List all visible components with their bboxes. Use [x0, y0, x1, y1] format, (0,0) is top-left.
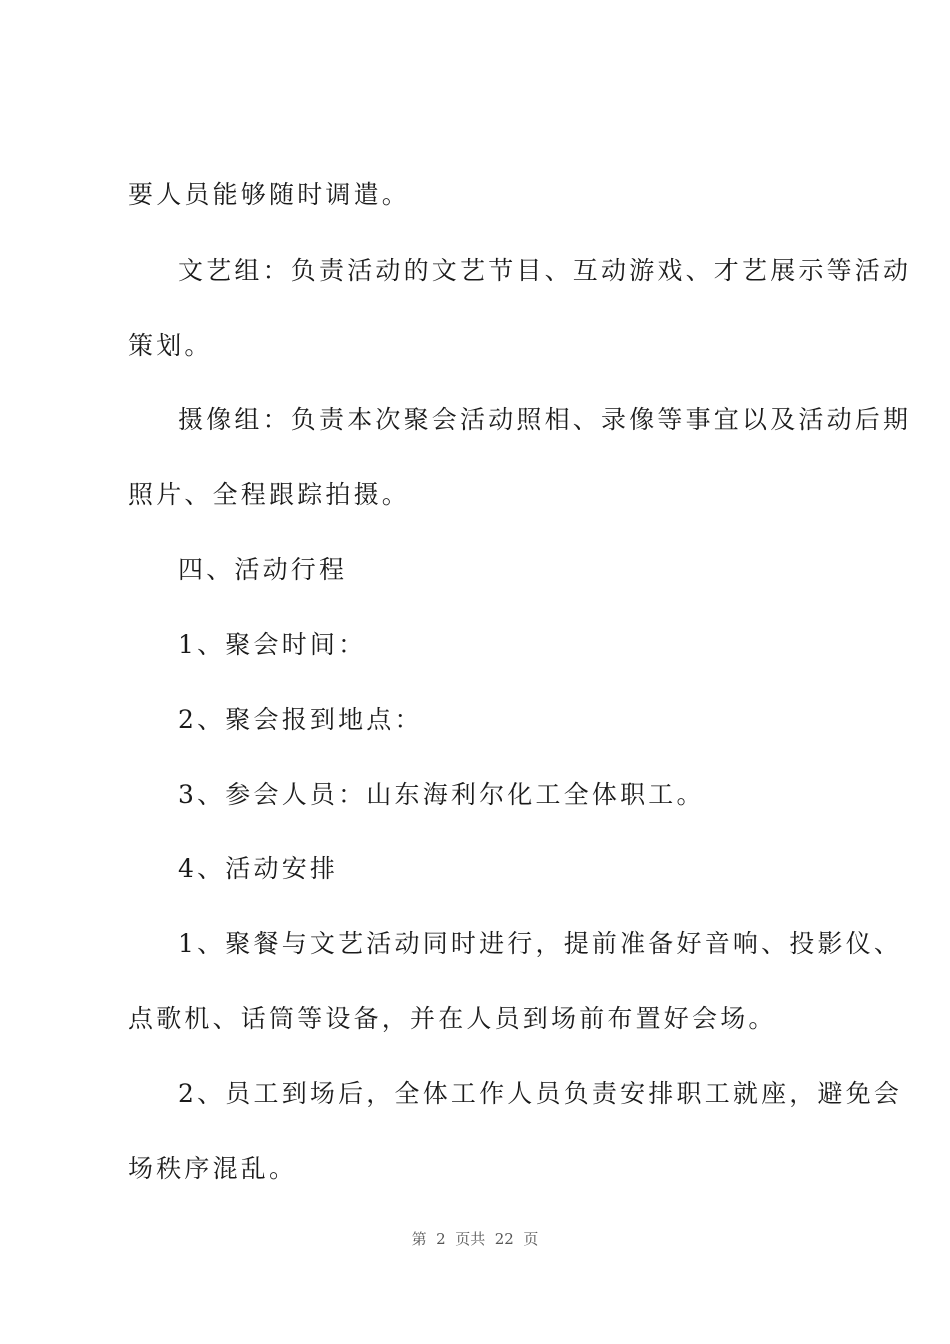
list-item: 2、聚会报到地点：	[178, 705, 423, 734]
paragraph-line: 点歌机、话筒等设备，并在人员到场前布置好会场。	[128, 1004, 777, 1033]
paragraph-line: 策划。	[128, 331, 213, 360]
paragraph-line: 场秩序混乱。	[128, 1154, 298, 1183]
list-item: 4、活动安排	[178, 854, 339, 883]
paragraph-line: 文艺组：负责活动的文艺节目、互动游戏、才艺展示等活动	[178, 256, 912, 285]
page-number-footer: 第 2 页共 22 页	[411, 1230, 539, 1248]
paragraph-line: 照片、全程跟踪拍摄。	[128, 480, 411, 509]
paragraph-line: 1、聚餐与文艺活动同时进行，提前准备好音响、投影仪、	[178, 929, 903, 958]
paragraph-line: 2、员工到场后，全体工作人员负责安排职工就座，避免会	[178, 1079, 903, 1108]
list-item: 3、参会人员：山东海利尔化工全体职工。	[178, 780, 705, 809]
paragraph-line: 摄像组：负责本次聚会活动照相、录像等事宜以及活动后期	[178, 405, 912, 434]
list-item: 1、聚会时间：	[178, 630, 367, 659]
paragraph-line: 要人员能够随时调遣。	[128, 180, 411, 209]
section-heading: 四、活动行程	[178, 555, 348, 584]
